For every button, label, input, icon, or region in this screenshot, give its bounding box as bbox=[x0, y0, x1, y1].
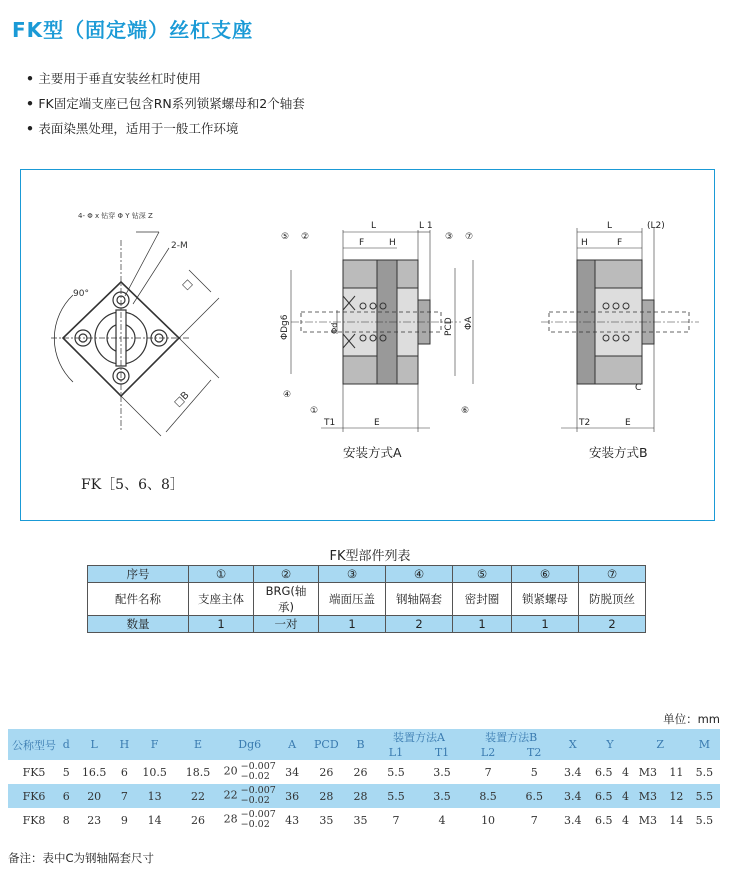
dim-b-l: L bbox=[607, 221, 613, 231]
dim-b-c: C bbox=[635, 383, 642, 393]
section-view-b bbox=[541, 228, 699, 432]
table-header-row: L1 T1 L2 T2 bbox=[8, 745, 720, 760]
dim-dg6: ΦDg6 bbox=[280, 314, 290, 340]
table-note: 备注：表中C为钢轴隔套尺寸 bbox=[8, 851, 155, 865]
dim-d: Φd bbox=[330, 322, 339, 334]
callout-6: ⑥ bbox=[461, 406, 470, 416]
callout-5: ⑤ bbox=[281, 232, 290, 242]
hole-spec-label: 4- Φ x 钻穿 Φ Y 钻深 Z bbox=[78, 212, 153, 220]
angle-label: 90° bbox=[73, 289, 89, 299]
dim-f: F bbox=[359, 238, 365, 248]
feature-list bbox=[26, 66, 305, 141]
callout-4: ④ bbox=[283, 390, 292, 400]
dim-b-t2: T2 bbox=[579, 418, 591, 428]
drawing-frame bbox=[20, 169, 715, 521]
dim-b-e: E bbox=[625, 418, 631, 428]
callout-1: ① bbox=[310, 406, 319, 416]
table-header-row: 公称型号 d L H F E Dg6 A PCD B 装置方法A 装置方法B X Y Z M bbox=[8, 729, 720, 745]
feature-item: • 表面染黑处理，适用于一般工作环境 bbox=[26, 116, 305, 141]
front-view bbox=[51, 232, 219, 436]
dim-h: H bbox=[389, 238, 396, 248]
technical-drawing bbox=[21, 170, 716, 522]
dim-pcd: PCD bbox=[444, 317, 454, 336]
page-title: FK型（固定端）丝杠支座 bbox=[12, 18, 254, 42]
dim-e: E bbox=[374, 418, 380, 428]
callout-7: ⑦ bbox=[465, 232, 474, 242]
caption-mount-b: 安装方式B bbox=[589, 445, 648, 460]
callout-3: ③ bbox=[445, 232, 454, 242]
callout-2: ② bbox=[301, 232, 310, 242]
dim-b-l2: (L2) bbox=[647, 221, 665, 231]
table-row: FK8 8 23 9 14 26 28 −0.007 −0.02 43 35 35 7 4 10 7 3.4 6.5 4 M3 14 5.5 bbox=[22, 809, 714, 830]
feature-item: • FK固定端支座已包含RN系列锁紧螺母和2个轴套 bbox=[26, 91, 305, 116]
feature-item: • 主要用于垂直安装丝杠时使用 bbox=[26, 66, 305, 91]
table-row: 序号 ① ② ③ ④ ⑤ ⑥ ⑦ bbox=[88, 566, 646, 583]
dim-b-h: H bbox=[581, 238, 588, 248]
spec-table bbox=[8, 729, 720, 832]
dim-l1: L 1 bbox=[419, 221, 433, 231]
dim-a: ΦA bbox=[464, 316, 474, 330]
caption-mount-a: 安装方式A bbox=[343, 445, 402, 460]
front-view-label: FK［5、6、8］ bbox=[81, 477, 184, 493]
flange-size-label: □ bbox=[180, 277, 195, 293]
table-row: FK5 5 16.5 6 10.5 18.5 20 −0.007 −0.02 34 26 26 5.5 3.5 7 5 3.4 6.5 4 M3 11 5.5 bbox=[22, 761, 714, 782]
dim-b-f: F bbox=[617, 238, 623, 248]
b-size-label: □B bbox=[172, 389, 192, 410]
table-row: 配件名称 支座主体 BRG(轴承) 端面压盖 钢轴隔套 密封圈 锁紧螺母 防脱顶丝 bbox=[88, 583, 646, 616]
table-row: FK6 6 20 7 13 22 22 −0.007 −0.02 36 28 28 5.5 3.5 8.5 6.5 3.4 6.5 4 M3 12 5.5 bbox=[8, 784, 720, 808]
dim-l: L bbox=[371, 221, 377, 231]
thread-label: 2-M bbox=[171, 241, 188, 251]
parts-table bbox=[87, 565, 646, 633]
dim-t1: T1 bbox=[324, 418, 336, 428]
parts-table-title: FK型部件列表 bbox=[329, 549, 411, 564]
table-row: 数量 1 一对 1 2 1 1 2 bbox=[88, 616, 646, 633]
unit-label: 单位：mm bbox=[663, 712, 720, 726]
